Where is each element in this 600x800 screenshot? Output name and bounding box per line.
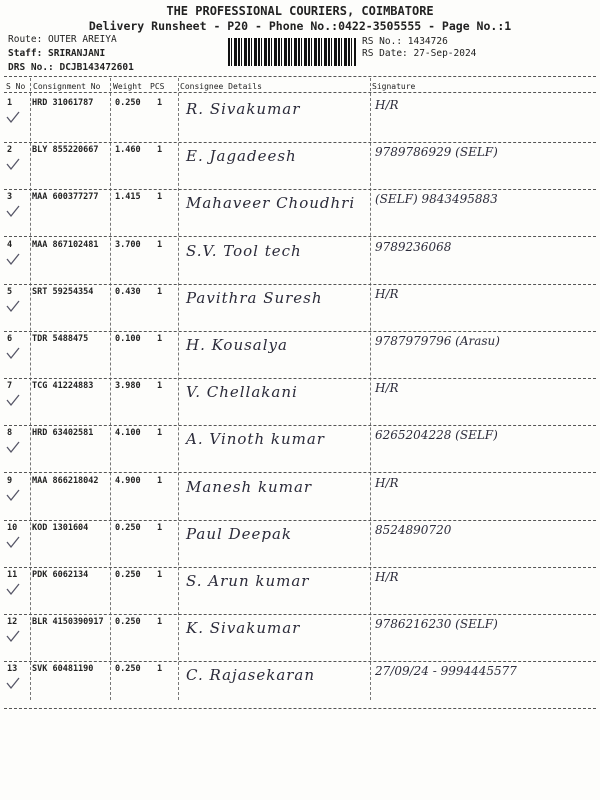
route-label: Route: OUTER AREIYA bbox=[8, 34, 117, 45]
weight-value: 1.415 bbox=[115, 192, 141, 202]
serial-number: 8 bbox=[7, 428, 13, 438]
serial-number: 5 bbox=[7, 287, 13, 297]
consignee-name: S. Arun kumar bbox=[186, 572, 310, 590]
table-row bbox=[0, 664, 600, 711]
checkmark-icon bbox=[6, 582, 20, 596]
checkmark-icon bbox=[6, 488, 20, 502]
table-row bbox=[0, 381, 600, 428]
checkmark-icon bbox=[6, 157, 20, 171]
drs-label: DRS No.: DCJB143472601 bbox=[8, 62, 134, 73]
weight-value: 0.250 bbox=[115, 98, 141, 108]
checkmark-icon bbox=[6, 299, 20, 313]
barcode bbox=[228, 38, 356, 66]
pieces-count: 1 bbox=[157, 664, 163, 674]
signature-note: 27/09/24 - 9994445577 bbox=[375, 664, 517, 678]
consignee-name: V. Chellakani bbox=[186, 383, 298, 401]
weight-value: 3.980 bbox=[115, 381, 141, 391]
pieces-count: 1 bbox=[157, 192, 163, 202]
weight-value: 0.430 bbox=[115, 287, 141, 297]
pieces-count: 1 bbox=[157, 381, 163, 391]
signature-note: H/R bbox=[375, 381, 399, 395]
signature-note: H/R bbox=[375, 98, 399, 112]
pieces-count: 1 bbox=[157, 287, 163, 297]
consignee-name: S.V. Tool tech bbox=[186, 242, 302, 260]
pieces-count: 1 bbox=[157, 523, 163, 533]
serial-number: 2 bbox=[7, 145, 13, 155]
signature-note: 8524890720 bbox=[375, 523, 452, 537]
consignment-number: PDK 6062134 bbox=[32, 570, 89, 580]
row-separator bbox=[4, 189, 596, 190]
serial-number: 9 bbox=[7, 476, 13, 486]
consignment-number: TCG 41224883 bbox=[32, 381, 94, 391]
consignment-number: TDR 5488475 bbox=[32, 334, 89, 344]
table-row bbox=[0, 240, 600, 287]
consignment-number: MAA 866218042 bbox=[32, 476, 99, 486]
signature-note: 9789786929 (SELF) bbox=[375, 145, 498, 159]
row-separator bbox=[4, 378, 596, 379]
signature-note: 9787979796 (Arasu) bbox=[375, 334, 500, 348]
consignment-number: SRT 59254354 bbox=[32, 287, 94, 297]
header-rule-bottom bbox=[4, 92, 596, 93]
col-signature: Signature bbox=[372, 82, 416, 91]
pieces-count: 1 bbox=[157, 617, 163, 627]
col-consignee: Consignee Details bbox=[180, 82, 262, 91]
table-row bbox=[0, 145, 600, 192]
row-separator bbox=[4, 661, 596, 662]
col-sno: S No bbox=[6, 82, 26, 91]
row-separator bbox=[4, 614, 596, 615]
weight-value: 0.250 bbox=[115, 664, 141, 674]
weight-value: 0.250 bbox=[115, 523, 141, 533]
consignment-number: HRD 63402581 bbox=[32, 428, 94, 438]
table-row bbox=[0, 570, 600, 617]
serial-number: 13 bbox=[7, 664, 18, 674]
pieces-count: 1 bbox=[157, 334, 163, 344]
consignee-name: Pavithra Suresh bbox=[186, 289, 323, 307]
consignee-name: Mahaveer Choudhri bbox=[186, 194, 356, 212]
consignment-number: MAA 600377277 bbox=[32, 192, 99, 202]
table-row bbox=[0, 287, 600, 334]
consignee-name: Paul Deepak bbox=[186, 525, 293, 543]
pieces-count: 1 bbox=[157, 428, 163, 438]
signature-note: H/R bbox=[375, 287, 399, 301]
serial-number: 11 bbox=[7, 570, 18, 580]
weight-value: 1.460 bbox=[115, 145, 141, 155]
row-separator bbox=[4, 567, 596, 568]
serial-number: 10 bbox=[7, 523, 18, 533]
consignee-name: H. Kousalya bbox=[186, 336, 288, 354]
row-separator bbox=[4, 425, 596, 426]
weight-value: 3.700 bbox=[115, 240, 141, 250]
runsheet-subtitle: Delivery Runsheet - P20 - Phone No.:0422-3505555 - Page No.:1 bbox=[88, 19, 512, 33]
consignment-number: SVK 60481190 bbox=[32, 664, 94, 674]
table-row bbox=[0, 476, 600, 523]
checkmark-icon bbox=[6, 204, 20, 218]
col-consignment: Consignment No bbox=[33, 82, 101, 91]
consignee-name: Manesh kumar bbox=[186, 478, 313, 496]
serial-number: 3 bbox=[7, 192, 13, 202]
consignment-number: HRD 31061787 bbox=[32, 98, 94, 108]
signature-note: 6265204228 (SELF) bbox=[375, 428, 498, 442]
weight-value: 0.250 bbox=[115, 570, 141, 580]
checkmark-icon bbox=[6, 440, 20, 454]
staff-label: Staff: SRIRANJANI bbox=[8, 48, 106, 59]
signature-note: H/R bbox=[375, 476, 399, 490]
signature-note: H/R bbox=[375, 570, 399, 584]
checkmark-icon bbox=[6, 252, 20, 266]
col-pcs: PCS bbox=[150, 82, 165, 91]
row-separator bbox=[4, 708, 596, 709]
consignee-name: C. Rajasekaran bbox=[186, 666, 316, 684]
serial-number: 1 bbox=[7, 98, 13, 108]
rs-date: RS Date: 27-Sep-2024 bbox=[362, 48, 477, 59]
pieces-count: 1 bbox=[157, 145, 163, 155]
checkmark-icon bbox=[6, 535, 20, 549]
weight-value: 0.100 bbox=[115, 334, 141, 344]
row-separator bbox=[4, 236, 596, 237]
signature-note: (SELF) 9843495883 bbox=[375, 192, 498, 206]
header-rule-top bbox=[4, 76, 596, 77]
col-weight: Weight bbox=[113, 82, 142, 91]
serial-number: 4 bbox=[7, 240, 13, 250]
table-row bbox=[0, 617, 600, 664]
pieces-count: 1 bbox=[157, 476, 163, 486]
weight-value: 4.100 bbox=[115, 428, 141, 438]
serial-number: 12 bbox=[7, 617, 18, 627]
pieces-count: 1 bbox=[157, 570, 163, 580]
consignment-number: MAA 867102481 bbox=[32, 240, 99, 250]
consignment-number: BLR 4150390917 bbox=[32, 617, 104, 627]
table-row bbox=[0, 334, 600, 381]
consignee-name: A. Vinoth kumar bbox=[186, 430, 325, 448]
table-row bbox=[0, 428, 600, 475]
row-separator bbox=[4, 520, 596, 521]
consignee-name: R. Sivakumar bbox=[186, 100, 301, 118]
checkmark-icon bbox=[6, 110, 20, 124]
row-separator bbox=[4, 142, 596, 143]
signature-note: 9786216230 (SELF) bbox=[375, 617, 498, 631]
weight-value: 0.250 bbox=[115, 617, 141, 627]
row-separator bbox=[4, 331, 596, 332]
checkmark-icon bbox=[6, 393, 20, 407]
checkmark-icon bbox=[6, 676, 20, 690]
pieces-count: 1 bbox=[157, 240, 163, 250]
checkmark-icon bbox=[6, 346, 20, 360]
consignee-name: K. Sivakumar bbox=[186, 619, 301, 637]
rs-number: RS No.: 1434726 bbox=[362, 36, 448, 47]
table-row bbox=[0, 523, 600, 570]
runsheet-title: THE PROFESSIONAL COURIERS, COIMBATORE bbox=[166, 4, 434, 18]
checkmark-icon bbox=[6, 629, 20, 643]
pieces-count: 1 bbox=[157, 98, 163, 108]
table-row bbox=[0, 98, 600, 145]
consignment-number: BLY 855220667 bbox=[32, 145, 99, 155]
consignment-number: KOD 1301604 bbox=[32, 523, 89, 533]
row-separator bbox=[4, 284, 596, 285]
weight-value: 4.900 bbox=[115, 476, 141, 486]
row-separator bbox=[4, 472, 596, 473]
table-row bbox=[0, 192, 600, 239]
consignee-name: E. Jagadeesh bbox=[186, 147, 297, 165]
serial-number: 6 bbox=[7, 334, 13, 344]
serial-number: 7 bbox=[7, 381, 13, 391]
signature-note: 9789236068 bbox=[375, 240, 452, 254]
